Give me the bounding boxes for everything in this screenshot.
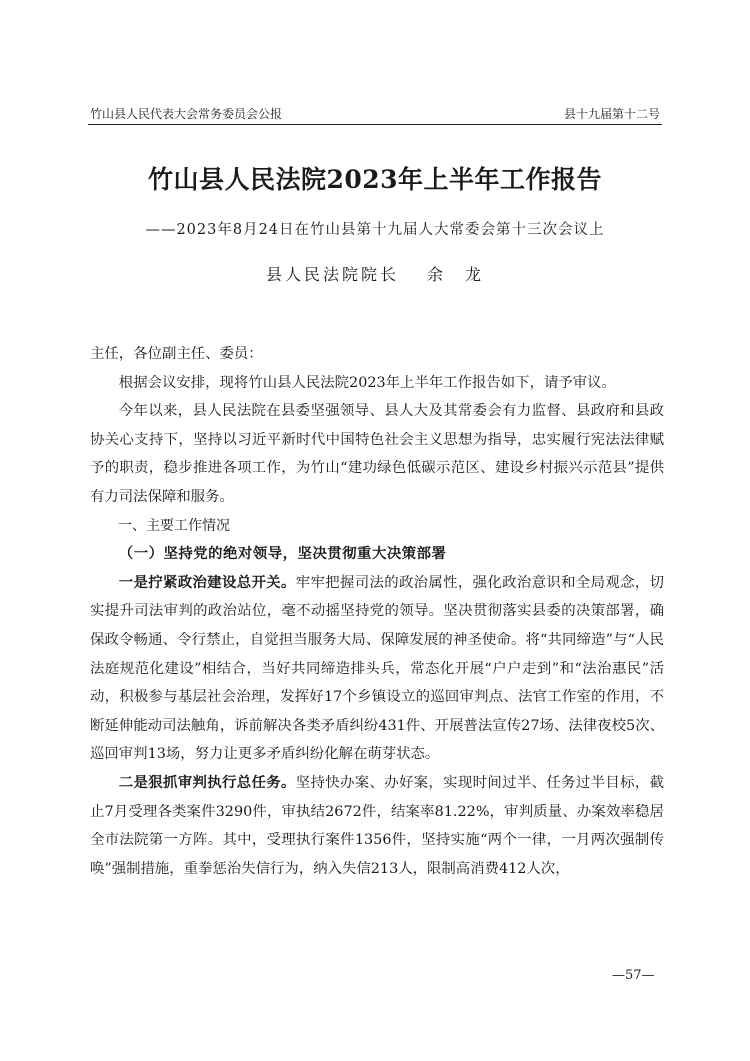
header-issue: 县十九届第十二号 <box>563 107 660 121</box>
paragraph-intro: 根据会议安排，现将竹山县人民法院2023年上半年工作报告如下，请予审议。 <box>118 374 616 391</box>
header-divider <box>88 124 662 125</box>
subsection-heading: （一）坚持党的绝对领导，坚决贯彻重大决策部署 <box>118 545 447 563</box>
paragraph-lead: 一是拧紧政治建设总开关。 <box>118 573 296 591</box>
document-title: 竹山县人民法院2023年上半年工作报告 <box>147 165 603 194</box>
paragraph-overview: 今年以来，县人民法院在县委坚强领导、县人大及其常委会有力监督、县政府和县政协关心支持下，坚持以习近平新时代中国特色社会主义思想为指导，忠实履行宪法法律赋予的职责，稳步推进各项工作，为竹山“建功绿色低碳示范区、建设乡村振兴示范县”提供有力司法保障和服务。 <box>90 403 664 505</box>
paragraph-text: 牢牢把握司法的政治属性，强化政治意识和全局观念，切实提升司法审判的政治站位，毫不动摇坚持党的领导。坚决贯彻落实县委的决策部署，确保政令畅通、令行禁止，自觉担当服务大局、保障发展的神圣使命。将“共同缔造”与“人民法庭规范化建设”相结合，当好共同缔造排头兵，常态化开展“户户走到”和“法治惠民”活动，积极参与基层社会治理，发挥好17个乡镇设立的巡回审判点、法官工作室的作用，不断延伸能动司法触角，诉前解决各类矛盾纠纷431件、开展普法宣传27场、法律夜校5次、巡回审判13场，努力让更多矛盾纠纷化解在萌芽状态。 <box>90 574 664 763</box>
header-publication: 竹山县人民代表大会常务委员会公报 <box>90 107 283 121</box>
paragraph-trial-execution <box>90 769 664 883</box>
paragraph-lead: 二是狠抓审判执行总任务。 <box>118 773 296 791</box>
page-number: —57— <box>612 968 655 983</box>
running-header <box>90 100 660 122</box>
section-heading: 一、主要工作情况 <box>118 517 230 534</box>
paragraph-text: 坚持快办案、办好案，实现时间过半、任务过半目标，截止7月受理各类案件3290件，审执结2672件，结案率81.22%，审判质量、办案效率稳居全市法院第一方阵。其中，受理执行案件1356件，坚持实施“两个一律，一月两次强制传唤”强制措施，重拳惩治失信行为，纳入失信213人，限制高消费412人次， <box>90 774 664 877</box>
document-subtitle: ——2023年8月24日在竹山县第十九届人大常委会第十三次会议上 <box>145 222 605 238</box>
report-body <box>90 340 664 883</box>
speaker-line <box>60 262 690 285</box>
speaker-role: 县人民法院院长 <box>265 265 399 284</box>
salutation: 主任，各位副主任、委员： <box>90 346 263 362</box>
speaker-name: 余 龙 <box>427 265 485 284</box>
paragraph-political-building <box>90 569 664 769</box>
